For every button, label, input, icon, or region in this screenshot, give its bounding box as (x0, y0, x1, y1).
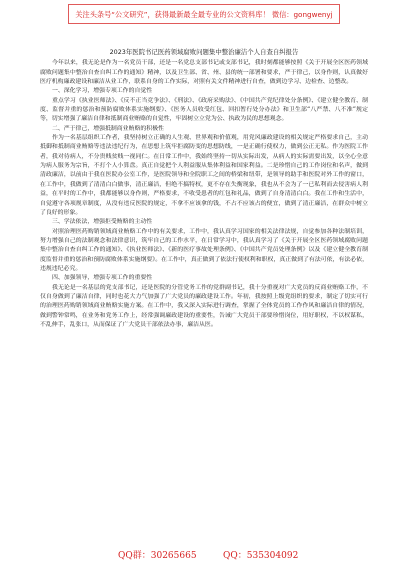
body-paragraph: 重点学习《执业医师法》、《反不正当竞争法》、《刑法》、《政府采购法》、《中国共产党纪律处分条例》、《建立健全教育、制度、监督并重的惩治和预防腐败体系实施纲要》、《医务人员收受红包、回扣暂行处分办法》和卫生部“八严禁、八不准”规定等，切实增强了廉洁自律和抵制商业贿赂的自觉性，牢固树立立党为公、执政为民的思想观念。 (40, 97, 368, 123)
paragraph-list (40, 59, 368, 330)
body-paragraph: 今年以来，我无论是作为一名党员干部，还是一名党总支部书记或支部书记，我时刻都能够按照《关于开展全区医药领域腐败问题集中整治自查自纠工作的通知》精神，以及卫生部、省、州、县的统一部署和要求，严于律己，以身作则，认真做好医疗机构廉政建设和廉洁从业工作，联系自身的工作实际，对照有关文件精神进行自查，做到边学习、边检查、边整改。 (40, 60, 368, 86)
section-heading: 四、加强领导，增强专项工作的重要性 (52, 275, 153, 282)
document-body (40, 48, 368, 330)
qq-number: QQ：535304092 (223, 551, 299, 561)
qq-group-number: QQ群：30265665 (118, 551, 197, 561)
document-title: 2023年医院书记医药领域腐败问题集中整治廉洁个人自查自纠报告 (109, 48, 299, 56)
body-paragraph: 我无论是一名基层的党支部书记，还是医院的分管党务工作的党群副书记，我十分重视对广大党员的反商业贿赂工作，不仅自身做到了廉洁自律，同时也花大力气加强了广大党员的廉政建设工作。年初，我按照上级党组织的要求，制定了切实可行的治理医药购销领域商业贿赂实施方案。在工作中，我又深入实际进行调查，掌握了全体党员的工作作风和廉洁自律的情况，做到警钟常鸣，在业务和党务工作上，经常强调廉政建设的重要性，告诫广大党员干部要珍惜岗位，用好职权，不以权谋私，不乱伸手，乱张口，从而保证了广大党员干部依法办事，廉洁从医。 (40, 284, 368, 328)
body-paragraph: 作为一名基层组织工作者，我坚持树立正确的人生观、世界观和价值观，用党风廉政建设的相关规定严格要求自己，主动抵御和抵制商业贿赂等违法违纪行为，在思想上筑牢拒腐防变的思想防线，一是正确行使权力，做到公正无私。作为医院工作者，我对待病人，不分贵贱贫贱一视同仁。在日常工作中，我始终坚持一切从实际出发，从病人的实际需要出发，以全心全意为病人服务为宗旨，不打个人小算盘。真正自觉把个人利益服从集体利益和国家利益。二是珍惜自己的工作岗位和名声，做到清政廉洁，以前由于我在医院办公室工作，是医院领导和全院职工之间的桥梁和纽带，是领导的助手和医院对外工作的窗口，在工作中，我做到了清清白白做事，清正廉洁，但绝不搞特权，更不存在失衡现象，我也从不会为了一已私利而去侵害病人利益，在平时的工作中，我都能够以身作则，严格要求，不收受患者的红包和礼品，做到了自身清清白白。我在工作和生活中，自觉遵守各项规章制度，从没有违反医院的规定，不拿不应该拿的钱，不占不应该占的便宜，做到了清正廉洁，在群众中树立了良好的形象。 (40, 135, 368, 216)
section-heading: 一、深化学习，增强专项工作的自觉性 (52, 88, 153, 95)
contact-footer (0, 549, 408, 563)
body-paragraph: 对照治理医药购销领域商业贿赂工作中的有关要求，工作中，我认真学习国家的相关法律法规，自觉参加各种法制培训，努力增强自己的法制观念和法律意识，筑牢自己的工作水平，在日常学习中，我认真学习了《关于开展全区医药领域腐败问题集中整治自查自纠工作的通知》、《执业医师法》、《新的医疗事故处理条例》、《中国共产党员处理条例》以及《建立健全教育制度监督并重的惩治和预防腐败体系实施纲要》。在工作中，真正做到了依法行使权利和职权，真正做到了有法可依，有法必依，违规违纪必究。 (40, 228, 368, 272)
promo-banner: 关注头条号“公文研究”，获得最新最全最专业的公文资料库！ 微信：gongwenyj (68, 4, 340, 24)
section-heading: 二、严于律己，增强抵制商业贿赂的积极性 (52, 125, 164, 132)
section-heading: 三、学法依法，增强拒受贿赂的主动性 (52, 219, 153, 226)
